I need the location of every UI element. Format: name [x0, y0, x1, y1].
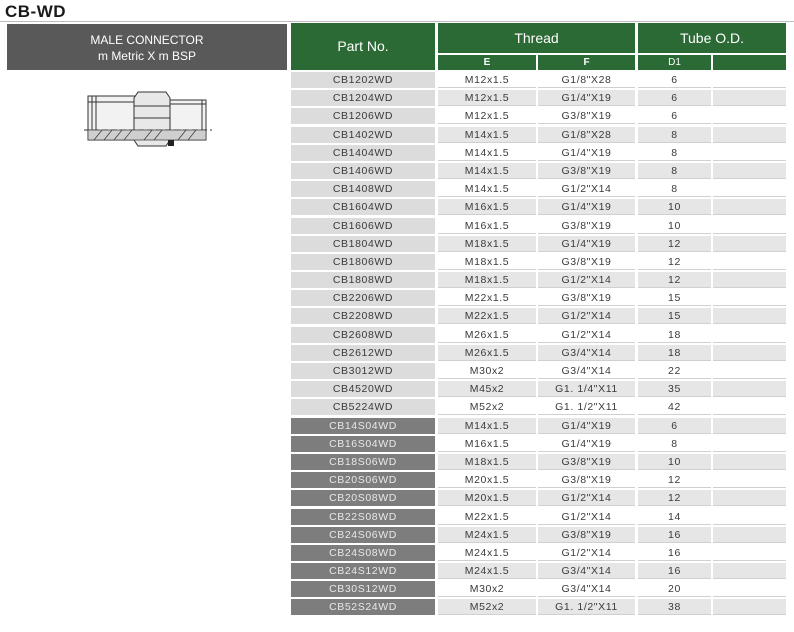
thread-f-cell: G1/4"X19 [538, 436, 635, 452]
part-number-cell: CB1202WD [291, 72, 435, 88]
part-number-cell: CB4520WD [291, 381, 435, 397]
thread-e-cell: M14x1.5 [438, 418, 536, 434]
empty-cell [713, 308, 786, 324]
tube-d1-cell: 16 [638, 527, 711, 543]
thread-f-cell: G3/4"X14 [538, 363, 635, 379]
thread-e-cell: M22x1.5 [438, 509, 536, 525]
table-row [291, 217, 786, 235]
tube-d1-cell: 16 [638, 545, 711, 561]
thread-e-cell: M52x2 [438, 399, 536, 415]
header-f: F [538, 55, 635, 70]
part-number-cell: CB24S08WD [291, 545, 435, 561]
thread-e-cell: M24x1.5 [438, 545, 536, 561]
table-row [291, 362, 786, 380]
header-part-no: Part No. [291, 23, 435, 70]
thread-f-cell: G1. 1/4"X11 [538, 381, 635, 397]
table-row [291, 144, 786, 162]
part-number-cell: CB24S06WD [291, 527, 435, 543]
header-blank [713, 55, 786, 70]
table-row [291, 526, 786, 544]
thread-e-cell: M18x1.5 [438, 272, 536, 288]
empty-cell [713, 218, 786, 234]
thread-e-cell: M20x1.5 [438, 472, 536, 488]
thread-f-cell: G1/4"X19 [538, 236, 635, 252]
part-number-cell: CB30S12WD [291, 581, 435, 597]
tube-d1-cell: 22 [638, 363, 711, 379]
part-number-cell: CB22S08WD [291, 509, 435, 525]
empty-cell [713, 127, 786, 143]
part-number-cell: CB14S04WD [291, 418, 435, 434]
table-row [291, 162, 786, 180]
thread-e-cell: M14x1.5 [438, 145, 536, 161]
thread-e-cell: M24x1.5 [438, 527, 536, 543]
thread-f-cell: G1/2"X14 [538, 181, 635, 197]
thread-f-cell: G1/2"X14 [538, 327, 635, 343]
empty-cell [713, 490, 786, 506]
table-row [291, 562, 786, 580]
empty-cell [713, 254, 786, 270]
empty-cell [713, 436, 786, 452]
tube-d1-cell: 18 [638, 345, 711, 361]
table-row [291, 271, 786, 289]
thread-f-cell: G1/4"X19 [538, 418, 635, 434]
part-number-cell: CB1408WD [291, 181, 435, 197]
thread-f-cell: G1/2"X14 [538, 272, 635, 288]
thread-e-cell: M22x1.5 [438, 290, 536, 306]
tube-d1-cell: 6 [638, 72, 711, 88]
part-number-cell: CB1404WD [291, 145, 435, 161]
thread-e-cell: M24x1.5 [438, 563, 536, 579]
part-number-cell: CB1406WD [291, 163, 435, 179]
thread-e-cell: M14x1.5 [438, 181, 536, 197]
tube-d1-cell: 12 [638, 490, 711, 506]
part-number-cell: CB1606WD [291, 218, 435, 234]
empty-cell [713, 599, 786, 615]
description-subtitle: m Metric X m BSP [97, 49, 196, 63]
tube-d1-cell: 38 [638, 599, 711, 615]
thread-e-cell: M30x2 [438, 581, 536, 597]
empty-cell [713, 472, 786, 488]
thread-f-cell: G1. 1/2"X11 [538, 599, 635, 615]
thread-f-cell: G1/2"X14 [538, 545, 635, 561]
part-number-cell: CB2208WD [291, 308, 435, 324]
tube-d1-cell: 10 [638, 218, 711, 234]
empty-cell [713, 145, 786, 161]
tube-d1-cell: 6 [638, 418, 711, 434]
part-number-cell: CB1604WD [291, 199, 435, 215]
page-title: CB-WD [5, 2, 67, 21]
thread-f-cell: G1/4"X19 [538, 90, 635, 106]
thread-f-cell: G3/8"X19 [538, 472, 635, 488]
tube-d1-cell: 10 [638, 199, 711, 215]
part-number-cell: CB5224WD [291, 399, 435, 415]
thread-e-cell: M18x1.5 [438, 254, 536, 270]
thread-e-cell: M14x1.5 [438, 163, 536, 179]
table-row [291, 471, 786, 489]
part-number-cell: CB16S04WD [291, 436, 435, 452]
empty-cell [713, 454, 786, 470]
table-row [291, 417, 786, 435]
table-row [291, 344, 786, 362]
table-row [291, 180, 786, 198]
empty-cell [713, 345, 786, 361]
part-number-cell: CB1804WD [291, 236, 435, 252]
header-tube-od: Tube O.D. [638, 23, 786, 53]
thread-f-cell: G3/8"X19 [538, 527, 635, 543]
empty-cell [713, 272, 786, 288]
table-row [291, 289, 786, 307]
tube-d1-cell: 10 [638, 454, 711, 470]
tube-d1-cell: 12 [638, 254, 711, 270]
empty-cell [713, 527, 786, 543]
thread-f-cell: G1. 1/2"X11 [538, 399, 635, 415]
table-row [291, 326, 786, 344]
tube-d1-cell: 20 [638, 581, 711, 597]
thread-e-cell: M18x1.5 [438, 236, 536, 252]
thread-f-cell: G3/8"X19 [538, 290, 635, 306]
thread-e-cell: M18x1.5 [438, 454, 536, 470]
empty-cell [713, 72, 786, 88]
thread-f-cell: G1/2"X14 [538, 490, 635, 506]
table-row [291, 580, 786, 598]
empty-cell [713, 399, 786, 415]
table-row [291, 435, 786, 453]
tube-d1-cell: 6 [638, 90, 711, 106]
tube-d1-cell: 8 [638, 145, 711, 161]
thread-f-cell: G3/8"X19 [538, 454, 635, 470]
table-row [291, 71, 786, 89]
thread-e-cell: M52x2 [438, 599, 536, 615]
thread-f-cell: G1/2"X14 [538, 308, 635, 324]
tube-d1-cell: 8 [638, 163, 711, 179]
tube-d1-cell: 12 [638, 272, 711, 288]
part-number-cell: CB3012WD [291, 363, 435, 379]
part-number-cell: CB1204WD [291, 90, 435, 106]
part-number-cell: CB2206WD [291, 290, 435, 306]
thread-e-cell: M26x1.5 [438, 345, 536, 361]
part-number-cell: CB1808WD [291, 272, 435, 288]
empty-cell [713, 581, 786, 597]
thread-f-cell: G1/4"X19 [538, 145, 635, 161]
tube-d1-cell: 35 [638, 381, 711, 397]
thread-f-cell: G1/4"X19 [538, 199, 635, 215]
tube-d1-cell: 12 [638, 236, 711, 252]
tube-d1-cell: 8 [638, 436, 711, 452]
empty-cell [713, 363, 786, 379]
empty-cell [713, 181, 786, 197]
thread-e-cell: M45x2 [438, 381, 536, 397]
description-title: MALE CONNECTOR [90, 33, 204, 47]
description-box [7, 24, 287, 70]
empty-cell [713, 509, 786, 525]
tube-d1-cell: 15 [638, 308, 711, 324]
table-row [291, 489, 786, 507]
thread-f-cell: G1/2"X14 [538, 509, 635, 525]
table-row [291, 598, 786, 616]
table-row [291, 453, 786, 471]
thread-f-cell: G3/4"X14 [538, 581, 635, 597]
table-row [291, 89, 786, 107]
part-number-cell: CB20S08WD [291, 490, 435, 506]
empty-cell [713, 236, 786, 252]
part-number-cell: CB24S12WD [291, 563, 435, 579]
part-number-cell: CB20S06WD [291, 472, 435, 488]
thread-f-cell: G3/4"X14 [538, 563, 635, 579]
header-e: E [438, 55, 536, 70]
thread-f-cell: G3/8"X19 [538, 108, 635, 124]
header-d1: D1 [638, 55, 711, 70]
part-number-cell: CB2612WD [291, 345, 435, 361]
thread-e-cell: M12x1.5 [438, 108, 536, 124]
tube-d1-cell: 42 [638, 399, 711, 415]
table-row [291, 253, 786, 271]
tube-d1-cell: 6 [638, 108, 711, 124]
tube-d1-cell: 16 [638, 563, 711, 579]
empty-cell [713, 381, 786, 397]
part-number-cell: CB2608WD [291, 327, 435, 343]
empty-cell [713, 290, 786, 306]
thread-f-cell: G1/8"X28 [538, 127, 635, 143]
header-thread: Thread [438, 23, 635, 53]
empty-cell [713, 199, 786, 215]
thread-f-cell: G3/8"X19 [538, 218, 635, 234]
table-row [291, 380, 786, 398]
part-number-cell: CB1402WD [291, 127, 435, 143]
part-number-cell: CB1206WD [291, 108, 435, 124]
thread-e-cell: M12x1.5 [438, 90, 536, 106]
part-number-cell: CB1806WD [291, 254, 435, 270]
thread-e-cell: M16x1.5 [438, 218, 536, 234]
table-row [291, 307, 786, 325]
table-row [291, 198, 786, 216]
table-row [291, 235, 786, 253]
empty-cell [713, 418, 786, 434]
empty-cell [713, 163, 786, 179]
part-number-cell: CB52S24WD [291, 599, 435, 615]
empty-cell [713, 90, 786, 106]
tube-d1-cell: 15 [638, 290, 711, 306]
part-number-cell: CB18S06WD [291, 454, 435, 470]
tube-d1-cell: 8 [638, 181, 711, 197]
table-row [291, 544, 786, 562]
thread-f-cell: G3/8"X19 [538, 163, 635, 179]
empty-cell [713, 563, 786, 579]
tube-d1-cell: 12 [638, 472, 711, 488]
empty-cell [713, 327, 786, 343]
tube-d1-cell: 18 [638, 327, 711, 343]
thread-e-cell: M16x1.5 [438, 436, 536, 452]
thread-f-cell: G1/8"X28 [538, 72, 635, 88]
title-divider [0, 21, 794, 22]
thread-e-cell: M12x1.5 [438, 72, 536, 88]
thread-e-cell: M22x1.5 [438, 308, 536, 324]
thread-f-cell: G3/8"X19 [538, 254, 635, 270]
table-row [291, 107, 786, 125]
thread-f-cell: G3/4"X14 [538, 345, 635, 361]
thread-e-cell: M16x1.5 [438, 199, 536, 215]
thread-e-cell: M26x1.5 [438, 327, 536, 343]
thread-e-cell: M30x2 [438, 363, 536, 379]
parts-table [291, 71, 786, 617]
table-row [291, 398, 786, 416]
tube-d1-cell: 8 [638, 127, 711, 143]
connector-drawing [82, 82, 214, 160]
empty-cell [713, 545, 786, 561]
thread-e-cell: M14x1.5 [438, 127, 536, 143]
tube-d1-cell: 14 [638, 509, 711, 525]
thread-e-cell: M20x1.5 [438, 490, 536, 506]
table-row [291, 126, 786, 144]
empty-cell [713, 108, 786, 124]
table-row [291, 508, 786, 526]
